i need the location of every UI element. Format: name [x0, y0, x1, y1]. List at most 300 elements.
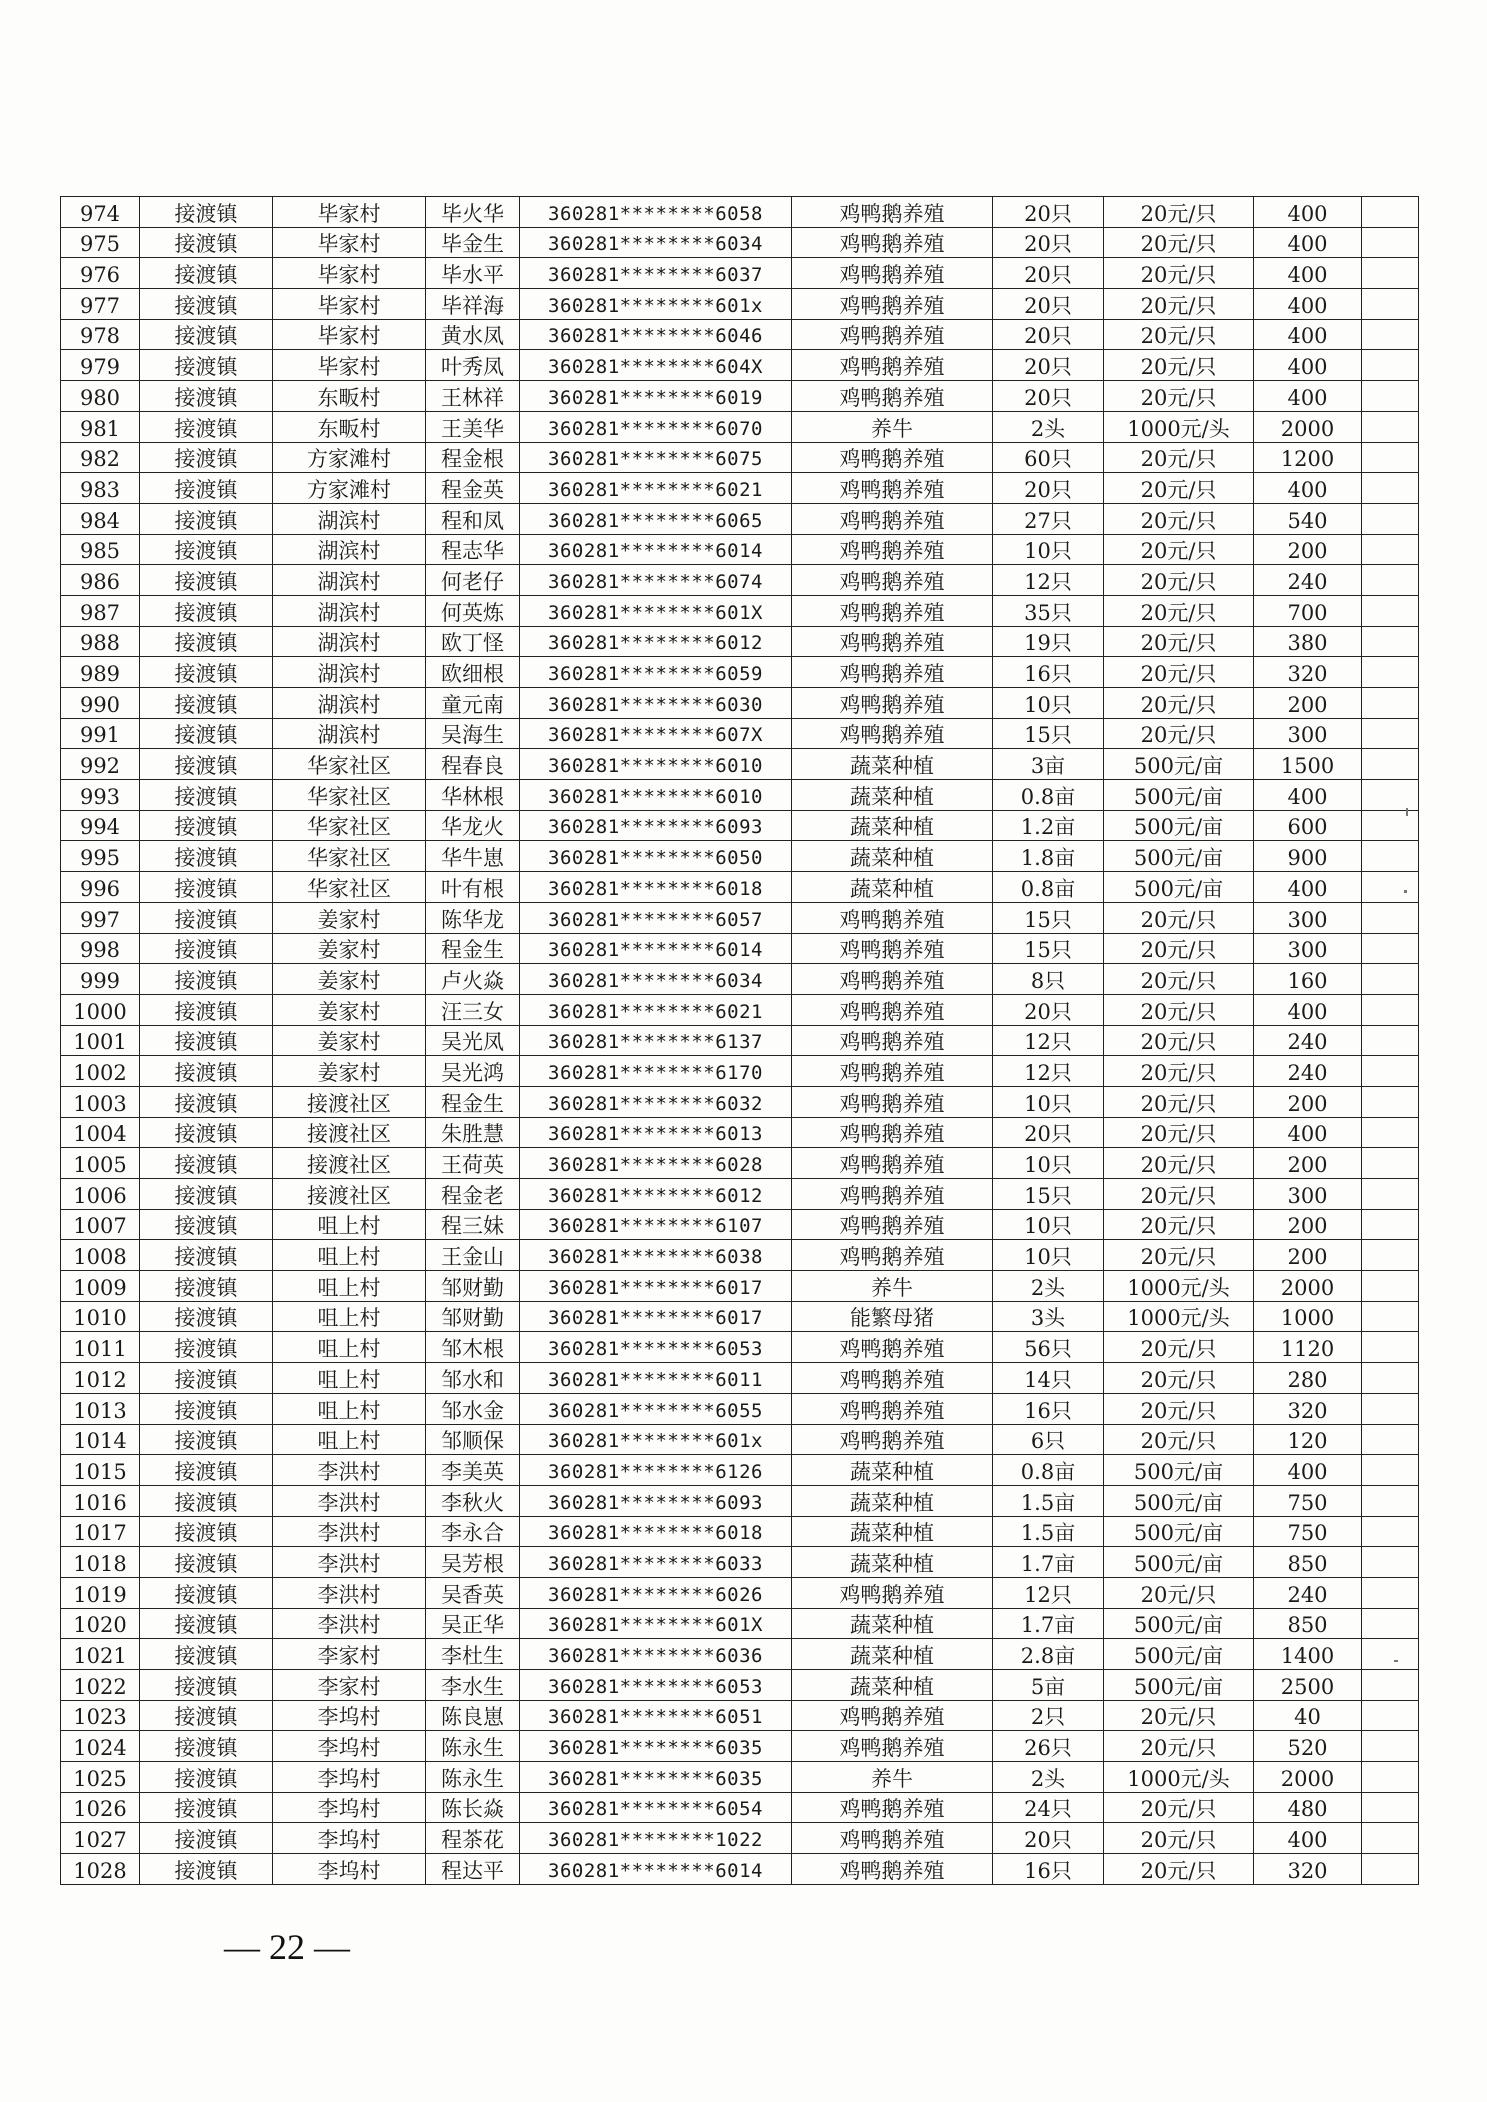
cell-town: 接渡镇: [140, 565, 273, 596]
cell-remark: [1362, 780, 1419, 811]
cell-subsidy-rate: 20元/只: [1104, 1240, 1254, 1271]
scan-speck: [1394, 1660, 1398, 1662]
cell-subsidy-rate: 20元/只: [1104, 1086, 1254, 1117]
cell-serial: 996: [61, 872, 140, 903]
cell-town: 接渡镇: [140, 1301, 273, 1332]
cell-name: 吴海生: [426, 718, 520, 749]
table-row: [61, 1700, 1419, 1731]
cell-name: 王美华: [426, 411, 520, 442]
cell-quantity: 2只: [993, 1700, 1104, 1731]
cell-village: 李家村: [273, 1639, 426, 1670]
cell-name: 汪三女: [426, 994, 520, 1025]
cell-village: 李家村: [273, 1670, 426, 1701]
cell-name: 程志华: [426, 534, 520, 565]
cell-id-number: 360281********6038: [520, 1240, 792, 1271]
cell-name: 陈永生: [426, 1731, 520, 1762]
cell-name: 华牛崽: [426, 841, 520, 872]
cell-name: 程金老: [426, 1179, 520, 1210]
cell-remark: [1362, 1455, 1419, 1486]
cell-serial: 982: [61, 442, 140, 473]
cell-id-number: 360281********6035: [520, 1731, 792, 1762]
cell-project: 养牛: [792, 1271, 993, 1302]
table-row: [61, 1547, 1419, 1578]
cell-subsidy-rate: 20元/只: [1104, 626, 1254, 657]
cell-quantity: 20只: [993, 227, 1104, 258]
cell-id-number: 360281********6019: [520, 381, 792, 412]
cell-village: 咀上村: [273, 1363, 426, 1394]
cell-subsidy-rate: 500元/亩: [1104, 810, 1254, 841]
cell-amount: 40: [1254, 1700, 1362, 1731]
table-row: [61, 1670, 1419, 1701]
cell-project: 鸡鸭鹅养殖: [792, 534, 993, 565]
cell-village: 李洪村: [273, 1577, 426, 1608]
cell-serial: 1023: [61, 1700, 140, 1731]
cell-project: 鸡鸭鹅养殖: [792, 1209, 993, 1240]
cell-id-number: 360281********6037: [520, 258, 792, 289]
cell-name: 童元南: [426, 688, 520, 719]
cell-amount: 400: [1254, 289, 1362, 320]
cell-quantity: 1.5亩: [993, 1485, 1104, 1516]
cell-amount: 2000: [1254, 411, 1362, 442]
cell-quantity: 20只: [993, 473, 1104, 504]
cell-id-number: 360281********1022: [520, 1823, 792, 1854]
cell-town: 接渡镇: [140, 595, 273, 626]
cell-quantity: 0.8亩: [993, 1455, 1104, 1486]
table-row: [61, 1271, 1419, 1302]
cell-amount: 400: [1254, 350, 1362, 381]
cell-village: 湖滨村: [273, 565, 426, 596]
cell-serial: 1027: [61, 1823, 140, 1854]
cell-village: 华家社区: [273, 749, 426, 780]
cell-serial: 1009: [61, 1271, 140, 1302]
cell-amount: 400: [1254, 381, 1362, 412]
cell-amount: 120: [1254, 1424, 1362, 1455]
cell-subsidy-rate: 20元/只: [1104, 933, 1254, 964]
cell-subsidy-rate: 500元/亩: [1104, 1516, 1254, 1547]
cell-serial: 986: [61, 565, 140, 596]
cell-village: 李洪村: [273, 1455, 426, 1486]
cell-quantity: 10只: [993, 534, 1104, 565]
cell-serial: 1018: [61, 1547, 140, 1578]
table-row: [61, 718, 1419, 749]
cell-id-number: 360281********6018: [520, 872, 792, 903]
cell-id-number: 360281********6032: [520, 1086, 792, 1117]
cell-project: 鸡鸭鹅养殖: [792, 1424, 993, 1455]
cell-village: 咀上村: [273, 1271, 426, 1302]
cell-village: 方家滩村: [273, 442, 426, 473]
cell-subsidy-rate: 20元/只: [1104, 442, 1254, 473]
cell-amount: 300: [1254, 902, 1362, 933]
cell-remark: [1362, 902, 1419, 933]
cell-serial: 990: [61, 688, 140, 719]
cell-amount: 1000: [1254, 1301, 1362, 1332]
cell-serial: 976: [61, 258, 140, 289]
cell-subsidy-rate: 20元/只: [1104, 964, 1254, 995]
cell-id-number: 360281********6014: [520, 933, 792, 964]
cell-quantity: 1.7亩: [993, 1547, 1104, 1578]
cell-serial: 1011: [61, 1332, 140, 1363]
cell-serial: 994: [61, 810, 140, 841]
cell-remark: [1362, 994, 1419, 1025]
cell-serial: 980: [61, 381, 140, 412]
cell-amount: 2500: [1254, 1670, 1362, 1701]
cell-id-number: 360281********6070: [520, 411, 792, 442]
cell-town: 接渡镇: [140, 780, 273, 811]
table-row: [61, 534, 1419, 565]
cell-village: 华家社区: [273, 872, 426, 903]
cell-village: 李坞村: [273, 1700, 426, 1731]
cell-serial: 1026: [61, 1792, 140, 1823]
cell-amount: 480: [1254, 1792, 1362, 1823]
cell-serial: 1019: [61, 1577, 140, 1608]
cell-subsidy-rate: 1000元/头: [1104, 1301, 1254, 1332]
cell-subsidy-rate: 20元/只: [1104, 1025, 1254, 1056]
cell-serial: 1013: [61, 1393, 140, 1424]
cell-village: 毕家村: [273, 197, 426, 228]
cell-name: 朱胜慧: [426, 1117, 520, 1148]
cell-serial: 1006: [61, 1179, 140, 1210]
cell-id-number: 360281********6010: [520, 780, 792, 811]
cell-id-number: 360281********6055: [520, 1393, 792, 1424]
cell-town: 接渡镇: [140, 197, 273, 228]
cell-remark: [1362, 565, 1419, 596]
table-row: [61, 1455, 1419, 1486]
cell-amount: 300: [1254, 718, 1362, 749]
cell-amount: 400: [1254, 1823, 1362, 1854]
cell-name: 邹顺保: [426, 1424, 520, 1455]
cell-remark: [1362, 1854, 1419, 1885]
cell-id-number: 360281********6035: [520, 1762, 792, 1793]
cell-amount: 2000: [1254, 1271, 1362, 1302]
cell-serial: 1003: [61, 1086, 140, 1117]
cell-town: 接渡镇: [140, 350, 273, 381]
cell-serial: 974: [61, 197, 140, 228]
cell-village: 毕家村: [273, 227, 426, 258]
cell-village: 咀上村: [273, 1209, 426, 1240]
cell-name: 李杜生: [426, 1639, 520, 1670]
cell-subsidy-rate: 20元/只: [1104, 1056, 1254, 1087]
cell-town: 接渡镇: [140, 1332, 273, 1363]
cell-subsidy-rate: 20元/只: [1104, 1363, 1254, 1394]
cell-project: 鸡鸭鹅养殖: [792, 1854, 993, 1885]
cell-serial: 975: [61, 227, 140, 258]
cell-amount: 540: [1254, 503, 1362, 534]
cell-quantity: 12只: [993, 1056, 1104, 1087]
table-row: [61, 1056, 1419, 1087]
table-row: [61, 1854, 1419, 1885]
cell-id-number: 360281********6170: [520, 1056, 792, 1087]
cell-amount: 400: [1254, 227, 1362, 258]
cell-quantity: 15只: [993, 718, 1104, 749]
cell-project: 鸡鸭鹅养殖: [792, 503, 993, 534]
cell-town: 接渡镇: [140, 1823, 273, 1854]
cell-name: 程三妹: [426, 1209, 520, 1240]
cell-town: 接渡镇: [140, 289, 273, 320]
cell-remark: [1362, 1363, 1419, 1394]
table-row: [61, 657, 1419, 688]
cell-name: 叶有根: [426, 872, 520, 903]
cell-project: 能繁母猪: [792, 1301, 993, 1332]
cell-subsidy-rate: 20元/只: [1104, 1700, 1254, 1731]
cell-remark: [1362, 1485, 1419, 1516]
cell-serial: 992: [61, 749, 140, 780]
cell-project: 鸡鸭鹅养殖: [792, 289, 993, 320]
cell-town: 接渡镇: [140, 258, 273, 289]
cell-amount: 200: [1254, 1240, 1362, 1271]
cell-village: 咀上村: [273, 1240, 426, 1271]
cell-id-number: 360281********6050: [520, 841, 792, 872]
table-row: [61, 1209, 1419, 1240]
cell-name: 欧细根: [426, 657, 520, 688]
cell-name: 吴光凤: [426, 1025, 520, 1056]
cell-name: 程金根: [426, 442, 520, 473]
cell-serial: 1015: [61, 1455, 140, 1486]
cell-remark: [1362, 534, 1419, 565]
table-row: [61, 1608, 1419, 1639]
cell-id-number: 360281********6137: [520, 1025, 792, 1056]
table-row: [61, 1639, 1419, 1670]
cell-id-number: 360281********6126: [520, 1455, 792, 1486]
cell-project: 鸡鸭鹅养殖: [792, 197, 993, 228]
cell-amount: 240: [1254, 1056, 1362, 1087]
cell-quantity: 3亩: [993, 749, 1104, 780]
cell-quantity: 14只: [993, 1363, 1104, 1394]
cell-remark: [1362, 411, 1419, 442]
cell-name: 吴正华: [426, 1608, 520, 1639]
cell-remark: [1362, 1209, 1419, 1240]
cell-remark: [1362, 1547, 1419, 1578]
cell-id-number: 360281********6034: [520, 227, 792, 258]
cell-name: 程茶花: [426, 1823, 520, 1854]
cell-serial: 988: [61, 626, 140, 657]
cell-remark: [1362, 595, 1419, 626]
cell-project: 蔬菜种植: [792, 810, 993, 841]
cell-remark: [1362, 1670, 1419, 1701]
cell-town: 接渡镇: [140, 1731, 273, 1762]
cell-serial: 1007: [61, 1209, 140, 1240]
cell-quantity: 1.2亩: [993, 810, 1104, 841]
cell-remark: [1362, 1424, 1419, 1455]
table-row: [61, 319, 1419, 350]
cell-subsidy-rate: 500元/亩: [1104, 1608, 1254, 1639]
cell-amount: 850: [1254, 1547, 1362, 1578]
cell-quantity: 1.8亩: [993, 841, 1104, 872]
cell-town: 接渡镇: [140, 1271, 273, 1302]
cell-id-number: 360281********6014: [520, 534, 792, 565]
cell-quantity: 24只: [993, 1792, 1104, 1823]
cell-town: 接渡镇: [140, 227, 273, 258]
table-row: [61, 258, 1419, 289]
cell-subsidy-rate: 20元/只: [1104, 1117, 1254, 1148]
cell-village: 李洪村: [273, 1608, 426, 1639]
cell-amount: 850: [1254, 1608, 1362, 1639]
cell-amount: 1200: [1254, 442, 1362, 473]
cell-id-number: 360281********6010: [520, 749, 792, 780]
cell-project: 蔬菜种植: [792, 1455, 993, 1486]
cell-project: 鸡鸭鹅养殖: [792, 902, 993, 933]
cell-subsidy-rate: 20元/只: [1104, 258, 1254, 289]
cell-serial: 1025: [61, 1762, 140, 1793]
cell-village: 东畈村: [273, 411, 426, 442]
cell-serial: 1004: [61, 1117, 140, 1148]
cell-project: 鸡鸭鹅养殖: [792, 1393, 993, 1424]
cell-subsidy-rate: 20元/只: [1104, 1209, 1254, 1240]
cell-amount: 1120: [1254, 1332, 1362, 1363]
cell-project: 鸡鸭鹅养殖: [792, 1700, 993, 1731]
cell-name: 陈长焱: [426, 1792, 520, 1823]
cell-serial: 995: [61, 841, 140, 872]
cell-remark: [1362, 1823, 1419, 1854]
cell-quantity: 2头: [993, 411, 1104, 442]
cell-village: 李坞村: [273, 1854, 426, 1885]
cell-name: 叶秀凤: [426, 350, 520, 381]
cell-id-number: 360281********601X: [520, 1608, 792, 1639]
cell-id-number: 360281********6075: [520, 442, 792, 473]
cell-id-number: 360281********6107: [520, 1209, 792, 1240]
cell-subsidy-rate: 500元/亩: [1104, 780, 1254, 811]
cell-town: 接渡镇: [140, 626, 273, 657]
table-row: [61, 473, 1419, 504]
cell-project: 鸡鸭鹅养殖: [792, 718, 993, 749]
cell-village: 咀上村: [273, 1301, 426, 1332]
cell-town: 接渡镇: [140, 1086, 273, 1117]
cell-village: 毕家村: [273, 350, 426, 381]
cell-project: 鸡鸭鹅养殖: [792, 964, 993, 995]
table-row: [61, 1731, 1419, 1762]
table-row: [61, 381, 1419, 412]
cell-remark: [1362, 1731, 1419, 1762]
cell-amount: 400: [1254, 994, 1362, 1025]
cell-village: 接渡社区: [273, 1148, 426, 1179]
cell-town: 接渡镇: [140, 902, 273, 933]
cell-amount: 200: [1254, 1209, 1362, 1240]
cell-subsidy-rate: 1000元/头: [1104, 411, 1254, 442]
cell-amount: 280: [1254, 1363, 1362, 1394]
cell-town: 接渡镇: [140, 1762, 273, 1793]
cell-serial: 1002: [61, 1056, 140, 1087]
cell-project: 鸡鸭鹅养殖: [792, 1363, 993, 1394]
cell-town: 接渡镇: [140, 1577, 273, 1608]
cell-quantity: 10只: [993, 688, 1104, 719]
cell-town: 接渡镇: [140, 964, 273, 995]
cell-name: 程和凤: [426, 503, 520, 534]
cell-subsidy-rate: 20元/只: [1104, 1823, 1254, 1854]
cell-project: 鸡鸭鹅养殖: [792, 1025, 993, 1056]
cell-village: 李坞村: [273, 1731, 426, 1762]
cell-id-number: 360281********6012: [520, 626, 792, 657]
cell-town: 接渡镇: [140, 503, 273, 534]
cell-name: 黄水凤: [426, 319, 520, 350]
cell-project: 鸡鸭鹅养殖: [792, 473, 993, 504]
cell-serial: 983: [61, 473, 140, 504]
cell-serial: 1028: [61, 1854, 140, 1885]
cell-subsidy-rate: 20元/只: [1104, 289, 1254, 320]
cell-subsidy-rate: 20元/只: [1104, 565, 1254, 596]
cell-remark: [1362, 1301, 1419, 1332]
cell-subsidy-rate: 500元/亩: [1104, 1455, 1254, 1486]
cell-subsidy-rate: 20元/只: [1104, 1792, 1254, 1823]
cell-name: 程金英: [426, 473, 520, 504]
cell-project: 蔬菜种植: [792, 1516, 993, 1547]
cell-subsidy-rate: 20元/只: [1104, 1854, 1254, 1885]
cell-subsidy-rate: 1000元/头: [1104, 1762, 1254, 1793]
table-row: [61, 1025, 1419, 1056]
cell-town: 接渡镇: [140, 473, 273, 504]
table-row: [61, 565, 1419, 596]
cell-town: 接渡镇: [140, 933, 273, 964]
cell-name: 华龙火: [426, 810, 520, 841]
beneficiary-table: [60, 196, 1419, 1885]
cell-village: 湖滨村: [273, 688, 426, 719]
cell-project: 蔬菜种植: [792, 841, 993, 872]
cell-project: 鸡鸭鹅养殖: [792, 1148, 993, 1179]
cell-subsidy-rate: 20元/只: [1104, 688, 1254, 719]
cell-town: 接渡镇: [140, 1025, 273, 1056]
table-row: [61, 1240, 1419, 1271]
cell-amount: 750: [1254, 1516, 1362, 1547]
cell-serial: 984: [61, 503, 140, 534]
cell-village: 姜家村: [273, 1056, 426, 1087]
cell-id-number: 360281********6012: [520, 1179, 792, 1210]
cell-id-number: 360281********607X: [520, 718, 792, 749]
cell-subsidy-rate: 20元/只: [1104, 718, 1254, 749]
cell-serial: 977: [61, 289, 140, 320]
table-row: [61, 749, 1419, 780]
cell-amount: 400: [1254, 473, 1362, 504]
cell-project: 蔬菜种植: [792, 1608, 993, 1639]
table-row: [61, 503, 1419, 534]
cell-town: 接渡镇: [140, 994, 273, 1025]
cell-village: 湖滨村: [273, 595, 426, 626]
cell-town: 接渡镇: [140, 1117, 273, 1148]
cell-remark: [1362, 289, 1419, 320]
cell-name: 陈永生: [426, 1762, 520, 1793]
cell-village: 咀上村: [273, 1393, 426, 1424]
cell-remark: [1362, 1700, 1419, 1731]
cell-town: 接渡镇: [140, 534, 273, 565]
cell-town: 接渡镇: [140, 1700, 273, 1731]
cell-remark: [1362, 1240, 1419, 1271]
cell-quantity: 5亩: [993, 1670, 1104, 1701]
cell-id-number: 360281********6065: [520, 503, 792, 534]
cell-quantity: 20只: [993, 1117, 1104, 1148]
cell-subsidy-rate: 20元/只: [1104, 595, 1254, 626]
cell-village: 东畈村: [273, 381, 426, 412]
cell-amount: 200: [1254, 1148, 1362, 1179]
cell-id-number: 360281********604X: [520, 350, 792, 381]
cell-remark: [1362, 381, 1419, 412]
table-row: [61, 1485, 1419, 1516]
cell-serial: 979: [61, 350, 140, 381]
cell-town: 接渡镇: [140, 1670, 273, 1701]
table-row: [61, 1393, 1419, 1424]
cell-quantity: 0.8亩: [993, 780, 1104, 811]
cell-name: 邹财勤: [426, 1271, 520, 1302]
cell-name: 王荷英: [426, 1148, 520, 1179]
cell-project: 鸡鸭鹅养殖: [792, 1117, 993, 1148]
cell-remark: [1362, 810, 1419, 841]
cell-project: 鸡鸭鹅养殖: [792, 933, 993, 964]
cell-subsidy-rate: 1000元/头: [1104, 1271, 1254, 1302]
cell-village: 李坞村: [273, 1762, 426, 1793]
cell-quantity: 56只: [993, 1332, 1104, 1363]
cell-serial: 997: [61, 902, 140, 933]
cell-remark: [1362, 1025, 1419, 1056]
cell-town: 接渡镇: [140, 657, 273, 688]
cell-remark: [1362, 1792, 1419, 1823]
cell-quantity: 16只: [993, 1393, 1104, 1424]
cell-village: 毕家村: [273, 319, 426, 350]
